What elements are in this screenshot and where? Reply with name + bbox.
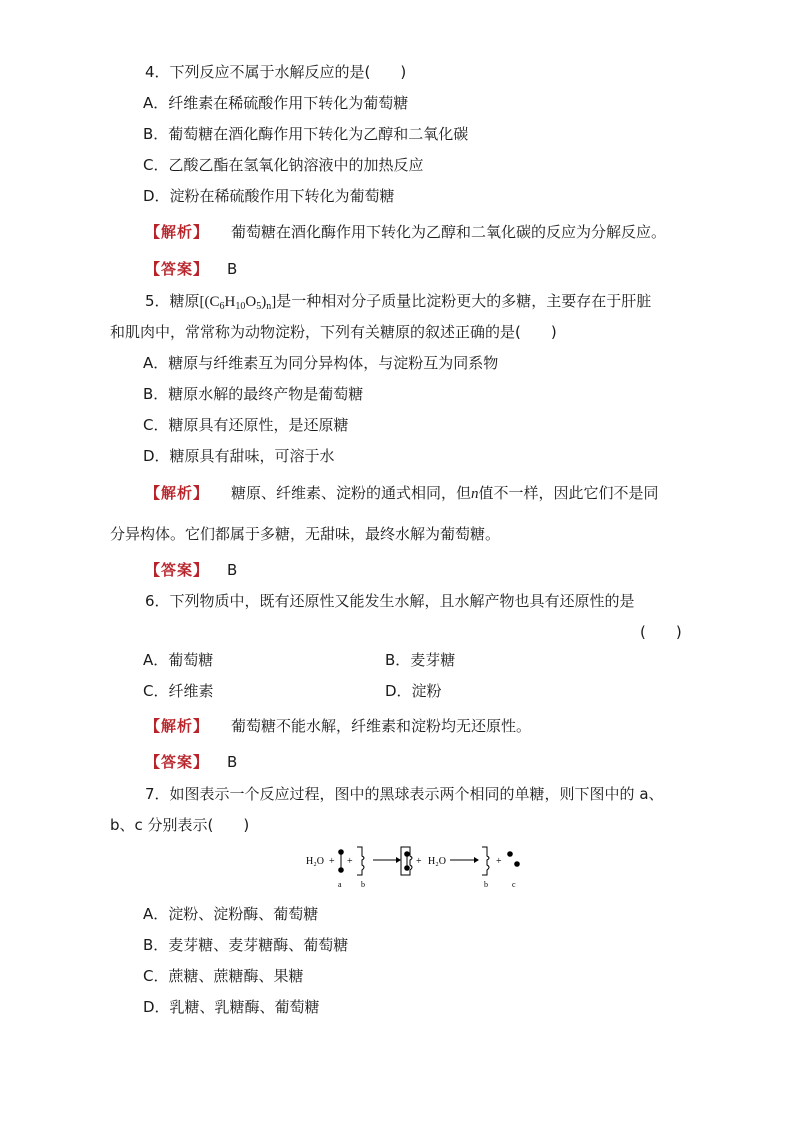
q5-option-d: D．糖原具有甜味，可溶于水 bbox=[143, 447, 335, 465]
answer-tag: 【答案】 bbox=[145, 561, 210, 579]
plus-sign: + bbox=[416, 856, 422, 867]
q5-stem-rest: 是一种相对分子质量比淀粉更大的多糖，主要存在于肝脏 bbox=[276, 292, 652, 310]
h2o-label-2: H₂O bbox=[428, 856, 446, 867]
q6-answer bbox=[145, 752, 237, 772]
arrow-icon bbox=[373, 857, 401, 863]
q6-stem: 6．下列物质中，既有还原性又能发生水解，且水解产物也具有还原性的是 bbox=[145, 592, 635, 610]
answer-value: B bbox=[227, 561, 238, 579]
q7-stem-line2: b、c 分别表示( ) bbox=[110, 816, 250, 834]
analysis-tag: 【解析】 bbox=[145, 484, 210, 502]
q7-stem-line1: 7．如图表示一个反应过程，图中的黑球表示两个相同的单糖，则下图中的 a、 bbox=[145, 785, 664, 803]
q6-analysis: 【解析】 葡萄糖不能水解，纤维素和淀粉均无还原性。 bbox=[145, 717, 532, 735]
q4-option-c: C．乙酸乙酯在氢氧化钠溶液中的加热反应 bbox=[143, 156, 424, 174]
glycogen-formula: $[(C_6H_{10}O_5)_n]$ bbox=[199, 294, 277, 312]
label-c: c bbox=[512, 880, 516, 889]
plus-sign: + bbox=[329, 856, 335, 867]
enzyme-substrate-complex-icon bbox=[401, 847, 412, 875]
q6-option-d: D．淀粉 bbox=[385, 682, 442, 700]
q7-option-a: A．淀粉、淀粉酶、葡萄糖 bbox=[143, 905, 319, 923]
reaction-diagram bbox=[300, 842, 540, 894]
plus-sign: + bbox=[347, 856, 353, 867]
analysis-tag: 【解析】 bbox=[145, 223, 210, 241]
q4-analysis bbox=[145, 222, 666, 242]
label-a: a bbox=[338, 880, 342, 889]
enzyme-b-icon bbox=[482, 847, 489, 875]
label-b-1: b bbox=[361, 880, 365, 889]
monosaccharide-c-icon bbox=[507, 851, 520, 867]
h2o-label-1: H₂O bbox=[306, 856, 324, 867]
q5-option-c: C．糖原具有还原性，是还原糖 bbox=[143, 416, 349, 434]
q6-option-b: B．麦芽糖 bbox=[385, 651, 456, 669]
q5-analysis-line1: 【解析】 糖原、纤维素、淀粉的通式相同，但n值不一样，因此它们不是同 bbox=[145, 484, 659, 502]
q5-option-b: B．糖原水解的最终产物是葡萄糖 bbox=[143, 385, 364, 403]
q5-answer bbox=[145, 560, 237, 580]
enzyme-b-icon bbox=[357, 847, 364, 875]
answer-value: B bbox=[227, 260, 238, 278]
q4-stem: 4．下列反应不属于水解反应的是( ) bbox=[145, 63, 407, 81]
answer-tag: 【答案】 bbox=[145, 753, 210, 771]
q5-option-a: A．糖原与纤维素互为同分异构体，与淀粉互为同系物 bbox=[143, 354, 499, 372]
plus-sign: + bbox=[496, 856, 502, 867]
answer-tag: 【答案】 bbox=[145, 260, 210, 278]
q5-stem-line1 bbox=[145, 291, 651, 317]
q4-option-b: B．葡萄糖在酒化酶作用下转化为乙醇和二氧化碳 bbox=[143, 125, 469, 143]
q4-option-a: A．纤维素在稀硫酸作用下转化为葡萄糖 bbox=[143, 94, 409, 112]
q6-option-c: C．纤维素 bbox=[143, 682, 214, 700]
q7-option-b: B．麦芽糖、麦芽糖酶、葡萄糖 bbox=[143, 936, 349, 954]
disaccharide-a-icon bbox=[338, 849, 344, 873]
q7-option-d: D．乳糖、乳糖酶、葡萄糖 bbox=[143, 998, 320, 1016]
q7-option-c: C．蔗糖、蔗糖酶、果糖 bbox=[143, 967, 304, 985]
label-b-2: b bbox=[484, 880, 488, 889]
analysis-tag: 【解析】 bbox=[145, 717, 210, 735]
q6-option-a: A．葡萄糖 bbox=[143, 651, 214, 669]
q4-option-d: D．淀粉在稀硫酸作用下转化为葡萄糖 bbox=[143, 187, 395, 205]
q6-bracket: ( ) bbox=[640, 623, 682, 641]
q5-stem-prefix: 5．糖原 bbox=[145, 292, 200, 310]
q5-analysis-line2: 分异构体。它们都属于多糖，无甜味，最终水解为葡萄糖。 bbox=[110, 525, 501, 543]
q5-stem-line2: 和肌肉中，常常称为动物淀粉，下列有关糖原的叙述正确的是( ) bbox=[110, 323, 557, 341]
arrow-icon bbox=[450, 857, 479, 863]
q4-answer bbox=[145, 259, 237, 279]
answer-value: B bbox=[227, 753, 238, 771]
analysis-text: 葡萄糖在酒化酶作用下转化为乙醇和二氧化碳的反应为分解反应。 bbox=[231, 223, 667, 241]
